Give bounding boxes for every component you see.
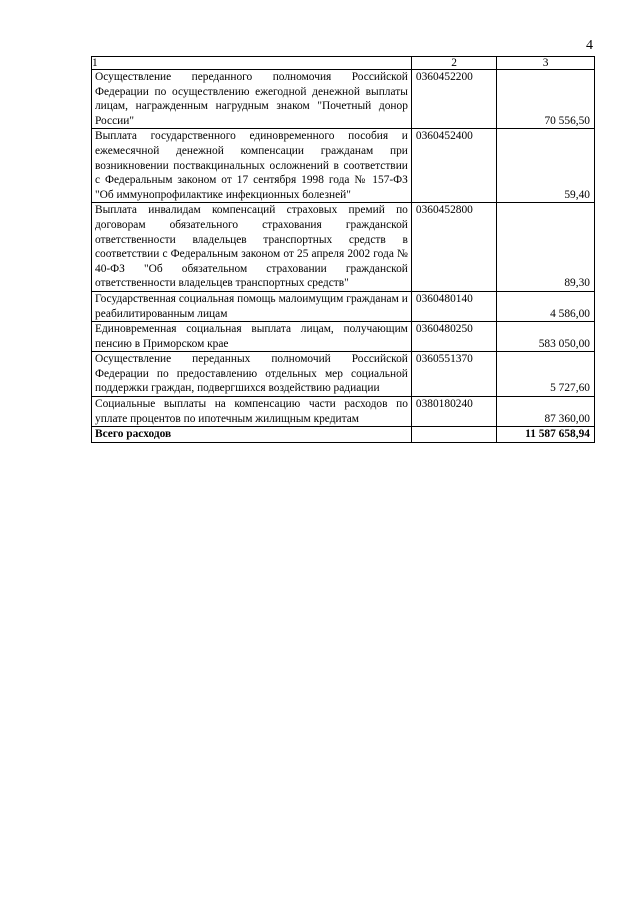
total-row	[92, 427, 595, 443]
total-label: Всего расходов	[92, 427, 412, 443]
column-header-2: 2	[411, 57, 496, 70]
row-amount-cell: 70 556,50	[497, 70, 595, 129]
table-row	[92, 397, 595, 427]
row-code-cell: 0360480250	[411, 322, 496, 352]
row-name-cell: Выплата инвалидам компенсаций страховых премий по договорам обязательного страхования гражданской ответственности владельцев транспортных средств в соответствии с Федеральным законом от 25 апреля 2002 года № 40-ФЗ "Об обязательном страховании гражданской ответственности владельцев транспортных средств"	[92, 203, 412, 292]
table-row	[92, 203, 595, 292]
page-number: 4	[586, 38, 593, 53]
row-name-cell: Социальные выплаты на компенсацию части расходов по уплате процентов по ипотечным жилищным кредитам	[92, 397, 412, 427]
column-header-3: 3	[497, 57, 595, 70]
table-row	[92, 352, 595, 397]
table-row	[92, 322, 595, 352]
row-amount-cell: 4 586,00	[497, 291, 595, 321]
row-code-cell: 0360480140	[411, 291, 496, 321]
table-row	[92, 70, 595, 129]
total-amount: 11 587 658,94	[497, 427, 595, 443]
row-code-cell: 0360551370	[411, 352, 496, 397]
total-code-cell	[411, 427, 496, 443]
table-header-row	[92, 57, 595, 70]
row-name-cell: Осуществление переданного полномочия Российской Федерации по осуществлению ежегодной денежной выплаты лицам, награжденным нагрудным знаком "Почетный донор России"	[92, 70, 412, 129]
row-amount-cell: 59,40	[497, 129, 595, 203]
row-code-cell: 0360452800	[411, 203, 496, 292]
row-amount-cell: 89,30	[497, 203, 595, 292]
row-name-cell: Выплата государственного единовременного пособия и ежемесячной денежной компенсации гражданам при возникновении поствакцинальных осложнений в соответствии с Федеральным законом от 17 сентября 1998 года № 157-ФЗ "Об иммунопрофилактике инфекционных болезней"	[92, 129, 412, 203]
row-code-cell: 0360452200	[411, 70, 496, 129]
row-amount-cell: 5 727,60	[497, 352, 595, 397]
column-header-1: 1	[92, 57, 412, 70]
row-name-cell: Осуществление переданных полномочий Российской Федерации по предоставлению отдельных мер социальной поддержки граждан, подвергшихся воздействию радиации	[92, 352, 412, 397]
expenditure-table	[91, 56, 595, 443]
row-name-cell: Государственная социальная помощь малоимущим гражданам и реабилитированным лицам	[92, 291, 412, 321]
table-row	[92, 291, 595, 321]
row-amount-cell: 87 360,00	[497, 397, 595, 427]
row-code-cell: 0380180240	[411, 397, 496, 427]
row-name-cell: Единовременная социальная выплата лицам, получающим пенсию в Приморском крае	[92, 322, 412, 352]
row-code-cell: 0360452400	[411, 129, 496, 203]
row-amount-cell: 583 050,00	[497, 322, 595, 352]
table-row	[92, 129, 595, 203]
